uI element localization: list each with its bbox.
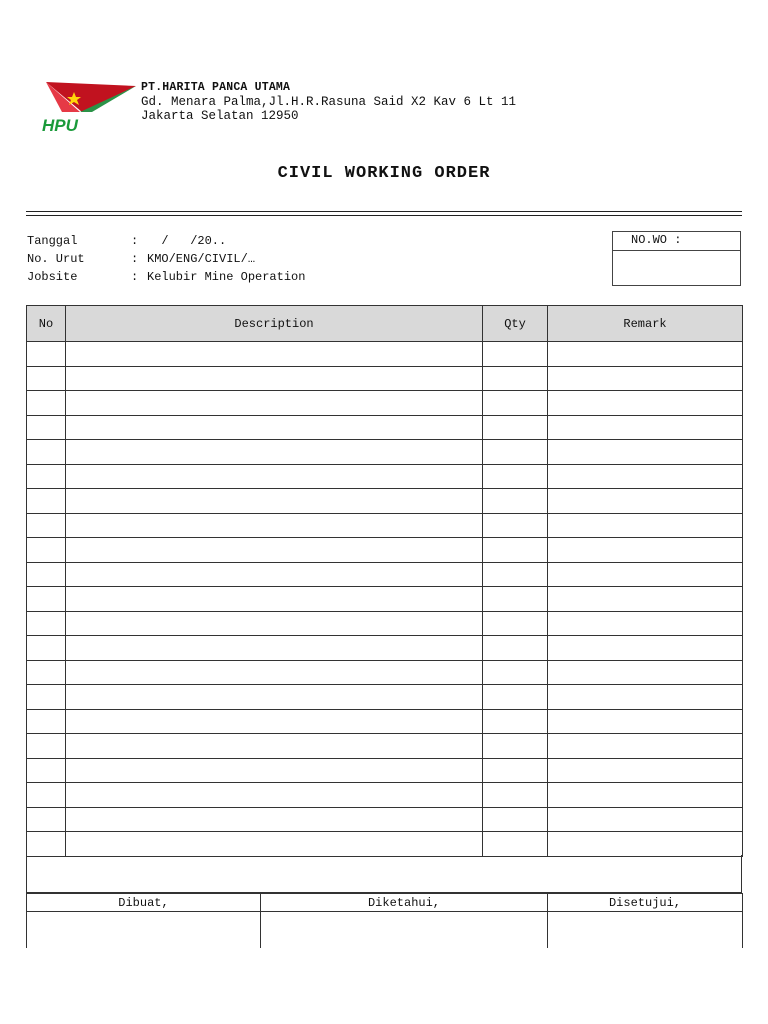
made-by-label: Dibuat, <box>27 894 261 912</box>
cell-remark[interactable] <box>548 685 743 710</box>
jobsite-label: Jobsite <box>27 270 78 284</box>
cell-description[interactable] <box>66 611 483 636</box>
date-separator: : <box>131 234 139 248</box>
cell-remark[interactable] <box>548 636 743 661</box>
cell-no[interactable] <box>27 440 66 465</box>
cell-remark[interactable] <box>548 807 743 832</box>
cell-remark[interactable] <box>548 415 743 440</box>
cell-description[interactable] <box>66 538 483 563</box>
cell-description[interactable] <box>66 832 483 857</box>
cell-remark[interactable] <box>548 734 743 759</box>
cell-no[interactable] <box>27 391 66 416</box>
cell-no[interactable] <box>27 464 66 489</box>
table-row <box>27 587 743 612</box>
table-body <box>27 342 743 857</box>
cell-remark[interactable] <box>548 562 743 587</box>
company-address-line1: Gd. Menara Palma,Jl.H.R.Rasuna Said X2 Kav 6 Lt 11 <box>141 95 517 109</box>
signature-table <box>26 893 743 948</box>
notes-area <box>26 855 742 893</box>
work-order-number-label: NO.WO : <box>613 232 740 251</box>
table-row <box>27 611 743 636</box>
cell-description[interactable] <box>66 440 483 465</box>
cell-remark[interactable] <box>548 513 743 538</box>
cell-no[interactable] <box>27 415 66 440</box>
table-row <box>27 562 743 587</box>
column-header-description: Description <box>66 306 483 342</box>
table-row <box>27 709 743 734</box>
table-row <box>27 464 743 489</box>
cell-remark[interactable] <box>548 538 743 563</box>
cell-no[interactable] <box>27 636 66 661</box>
cell-description[interactable] <box>66 758 483 783</box>
date-value: / /20.. <box>147 234 227 248</box>
cell-qty[interactable] <box>483 366 548 391</box>
company-logo <box>40 78 140 134</box>
cell-no[interactable] <box>27 342 66 367</box>
cell-remark[interactable] <box>548 660 743 685</box>
table-row <box>27 783 743 808</box>
cell-description[interactable] <box>66 342 483 367</box>
column-header-remark: Remark <box>548 306 743 342</box>
cell-qty[interactable] <box>483 513 548 538</box>
table-row <box>27 660 743 685</box>
cell-description[interactable] <box>66 464 483 489</box>
cell-no[interactable] <box>27 685 66 710</box>
cell-qty[interactable] <box>483 734 548 759</box>
table-row <box>27 832 743 857</box>
cell-description[interactable] <box>66 562 483 587</box>
approved-by-label: Disetujui, <box>548 894 743 912</box>
cell-description[interactable] <box>66 366 483 391</box>
header-divider-thin <box>26 215 742 216</box>
acknowledged-by-signature-area <box>261 912 548 949</box>
table-row <box>27 636 743 661</box>
acknowledged-by-label: Diketahui, <box>261 894 548 912</box>
jobsite-value: Kelubir Mine Operation <box>147 270 306 284</box>
cell-qty[interactable] <box>483 758 548 783</box>
table-row <box>27 538 743 563</box>
column-header-qty: Qty <box>483 306 548 342</box>
cell-description[interactable] <box>66 734 483 759</box>
table-header-row <box>27 306 743 342</box>
cell-description[interactable] <box>66 587 483 612</box>
cell-no[interactable] <box>27 660 66 685</box>
cell-no[interactable] <box>27 587 66 612</box>
table-row <box>27 342 743 367</box>
cell-description[interactable] <box>66 391 483 416</box>
cell-qty[interactable] <box>483 611 548 636</box>
document-title: CIVIL WORKING ORDER <box>277 164 491 183</box>
column-header-no: No <box>27 306 66 342</box>
sequence-separator: : <box>131 252 139 266</box>
table-row <box>27 391 743 416</box>
cell-description[interactable] <box>66 489 483 514</box>
logo-text: HPU <box>42 116 78 134</box>
cell-qty[interactable] <box>483 489 548 514</box>
cell-description[interactable] <box>66 660 483 685</box>
cell-no[interactable] <box>27 489 66 514</box>
cell-no[interactable] <box>27 562 66 587</box>
table-row <box>27 807 743 832</box>
cell-remark[interactable] <box>548 342 743 367</box>
company-address-line2: Jakarta Selatan 12950 <box>141 109 299 123</box>
table-row <box>27 489 743 514</box>
cell-remark[interactable] <box>548 758 743 783</box>
sequence-value: KMO/ENG/CIVIL/… <box>147 252 256 266</box>
cell-qty[interactable] <box>483 660 548 685</box>
cell-description[interactable] <box>66 513 483 538</box>
cell-qty[interactable] <box>483 832 548 857</box>
header-divider <box>26 211 742 212</box>
table-row <box>27 513 743 538</box>
cell-remark[interactable] <box>548 783 743 808</box>
approved-by-signature-area <box>548 912 743 949</box>
cell-qty[interactable] <box>483 587 548 612</box>
jobsite-separator: : <box>131 270 139 284</box>
cell-qty[interactable] <box>483 538 548 563</box>
cell-no[interactable] <box>27 709 66 734</box>
cell-qty[interactable] <box>483 342 548 367</box>
table-row <box>27 366 743 391</box>
work-order-number-box <box>612 231 741 286</box>
cell-remark[interactable] <box>548 366 743 391</box>
cell-qty[interactable] <box>483 807 548 832</box>
cell-no[interactable] <box>27 807 66 832</box>
cell-description[interactable] <box>66 709 483 734</box>
cell-remark[interactable] <box>548 709 743 734</box>
cell-no[interactable] <box>27 611 66 636</box>
made-by-signature-area <box>27 912 261 949</box>
cell-qty[interactable] <box>483 783 548 808</box>
cell-qty[interactable] <box>483 709 548 734</box>
cell-description[interactable] <box>66 783 483 808</box>
cell-description[interactable] <box>66 807 483 832</box>
cell-no[interactable] <box>27 832 66 857</box>
cell-no[interactable] <box>27 783 66 808</box>
table-row <box>27 758 743 783</box>
cell-qty[interactable] <box>483 464 548 489</box>
cell-no[interactable] <box>27 366 66 391</box>
cell-qty[interactable] <box>483 685 548 710</box>
company-name: PT.HARITA PANCA UTAMA <box>141 81 291 94</box>
cell-description[interactable] <box>66 685 483 710</box>
cell-qty[interactable] <box>483 440 548 465</box>
cell-qty[interactable] <box>483 562 548 587</box>
cell-no[interactable] <box>27 734 66 759</box>
cell-remark[interactable] <box>548 489 743 514</box>
sequence-label: No. Urut <box>27 252 85 266</box>
cell-description[interactable] <box>66 415 483 440</box>
table-row <box>27 685 743 710</box>
cell-no[interactable] <box>27 758 66 783</box>
table-row <box>27 415 743 440</box>
cell-qty[interactable] <box>483 415 548 440</box>
cell-qty[interactable] <box>483 636 548 661</box>
cell-remark[interactable] <box>548 464 743 489</box>
cell-no[interactable] <box>27 538 66 563</box>
cell-remark[interactable] <box>548 611 743 636</box>
table-row <box>27 440 743 465</box>
cell-qty[interactable] <box>483 391 548 416</box>
cell-remark[interactable] <box>548 391 743 416</box>
table-row <box>27 734 743 759</box>
cell-remark[interactable] <box>548 832 743 857</box>
cell-remark[interactable] <box>548 440 743 465</box>
date-label: Tanggal <box>27 234 78 248</box>
work-items-table <box>26 305 743 857</box>
cell-description[interactable] <box>66 636 483 661</box>
cell-remark[interactable] <box>548 587 743 612</box>
cell-no[interactable] <box>27 513 66 538</box>
